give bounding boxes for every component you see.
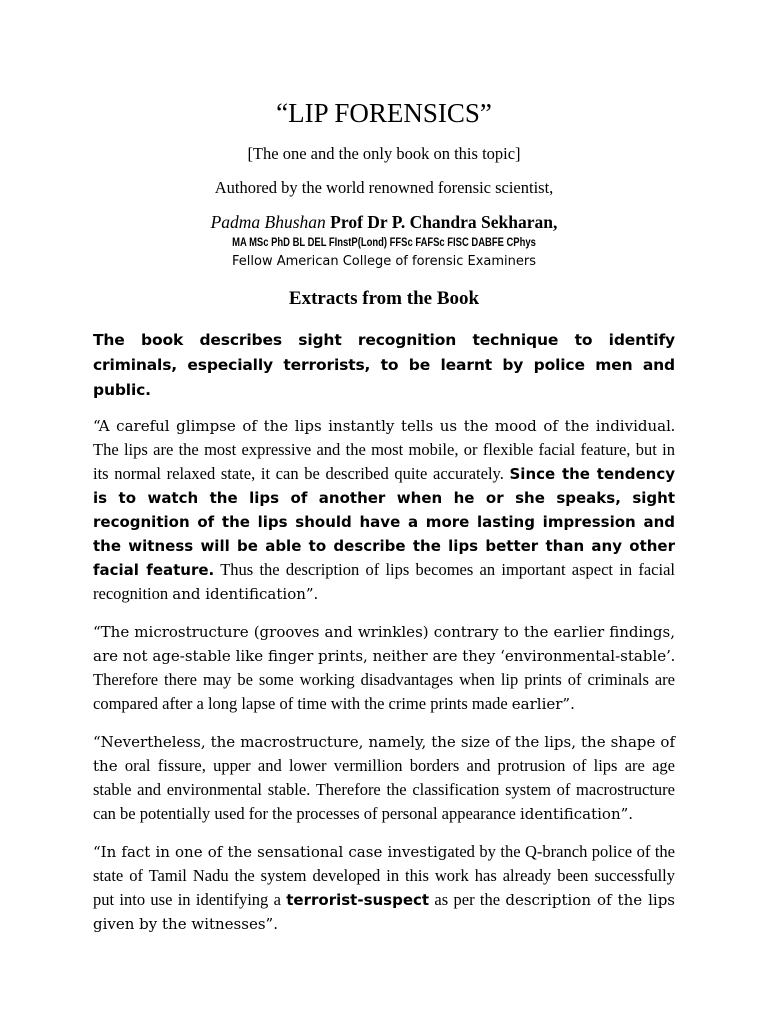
lead-statement: The book describes sight recognition technique to identify criminals, especially terrorists, to be learnt by police men and public. <box>93 331 675 399</box>
quote3-part3: identification”. <box>520 805 634 823</box>
author-honor: Padma Bhushan <box>210 212 326 232</box>
quote2-part2: not age-stable like finger prints, neither are they ‘environmental-stable’ <box>118 647 671 665</box>
quote1-part2: . The lips are the most expressive and the most mobile, or flexible facial feature, but in its normal relaxed state, it can be described quite accurately. <box>93 416 675 483</box>
quote4-part4: as per the <box>429 890 506 909</box>
authored-line: Authored by the world renowned forensic scientist, <box>214 178 554 197</box>
book-title: “LIP FORENSICS” <box>276 98 492 128</box>
quote2-part3: . Therefore there may be some working disadvantages when lip prints of criminals are compared after a long lapse of time with the crime prints made <box>93 646 675 713</box>
quote1-part5: and identification”. <box>172 585 319 603</box>
quote-paragraph-2 <box>93 620 675 716</box>
quote4-part1: “In fact in one of the sensational case investig <box>93 843 448 861</box>
quote2-part1: “The microstructure (grooves and wrinkles) contrary to the earlier findings, are <box>93 623 675 665</box>
quote4-part5: description of the lips given by the witnesses”. <box>93 891 675 933</box>
extracts-heading: Extracts from the Book <box>288 288 480 309</box>
author-fellowship: Fellow American College of forensic Examiners <box>232 254 536 269</box>
quote1-part3: Since the tendency is to watch the lips of another when he or she speaks, sight recognition of the lips should have a more lasting impression and the witness will be able to describe the lips better than any other facial feature. <box>93 465 675 579</box>
quote1-part4: Thus the description of lips becomes an important aspect in facial recognition <box>93 560 675 603</box>
author-line <box>93 211 675 233</box>
quote3-part2: oral fissure, upper and lower vermillion borders and protrusion of lips are age stable and environmental stable. Therefore the classification system of macrostructure can be potentially used for the processes of personal appearance <box>93 756 675 823</box>
quote1-part1: “A careful glimpse of the lips instantly tells us the mood of the individual <box>93 417 671 435</box>
quote4-part3: terrorist-suspect <box>286 891 430 909</box>
book-subtitle: [The one and the only book on this topic] <box>247 144 521 163</box>
quote-paragraph-4 <box>93 840 675 936</box>
quote2-part4: earlier”. <box>511 695 575 713</box>
author-name: Prof Dr P. Chandra Sekharan, <box>325 212 558 232</box>
quote4-part2: ated by the Q-branch police of the state of Tamil Nadu the system developed in this work has already been successfully put into use in identifying a <box>93 842 675 909</box>
author-degrees: MA MSc PhD BL DEL FInstP(Lond) FFSc FAFSc FISC DABFE CPhys <box>232 237 536 249</box>
quote-paragraph-1 <box>93 414 675 606</box>
quote-paragraph-3 <box>93 730 675 826</box>
quote3-part1: “Nevertheless, the macrostructure, namely, the size of the lips, the shape of the <box>93 733 675 775</box>
